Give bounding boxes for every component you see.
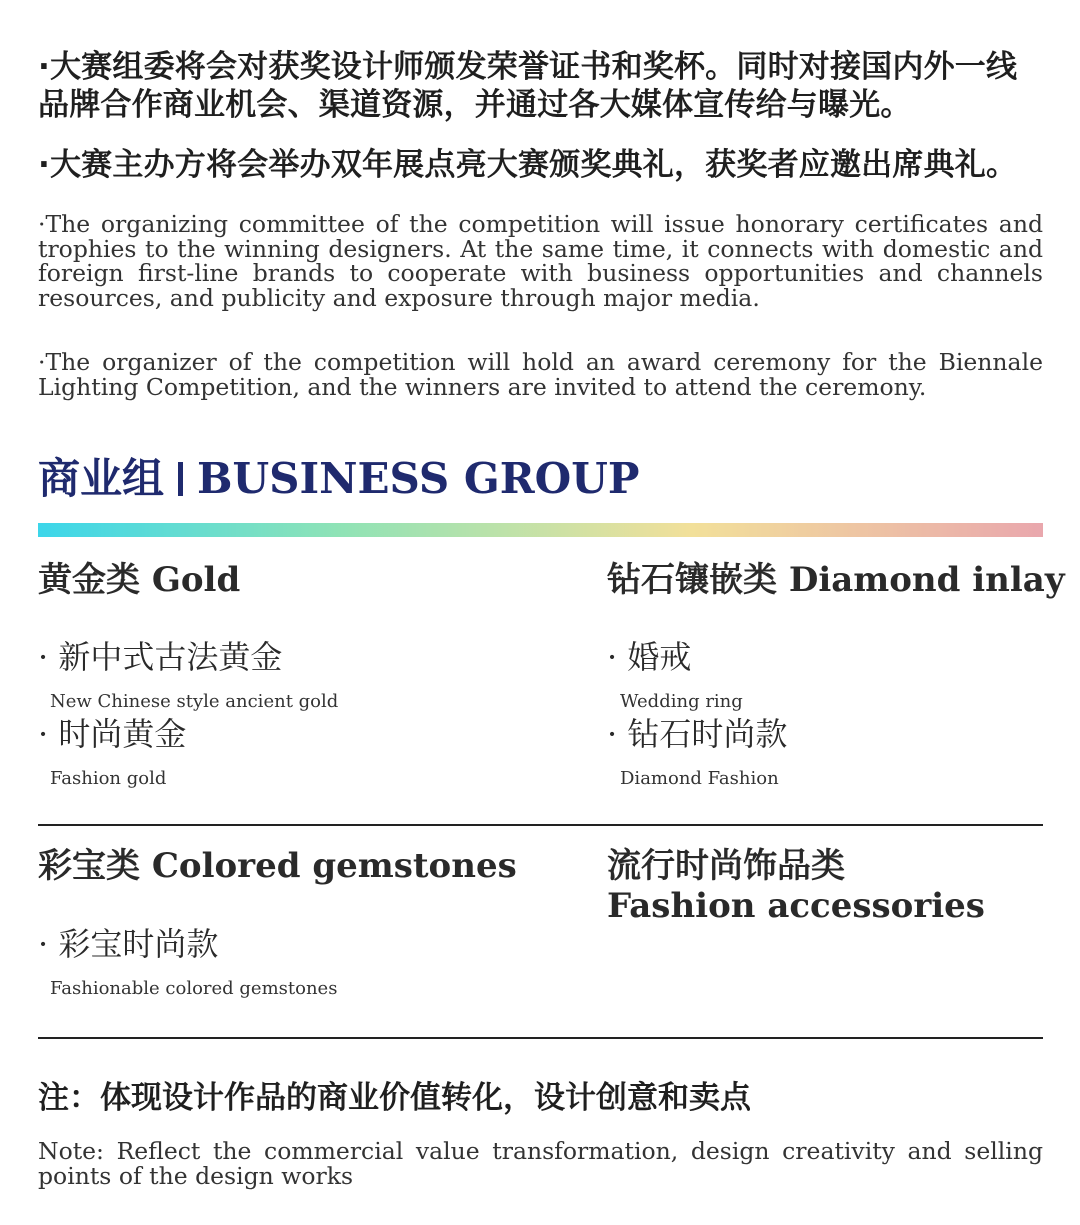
- item-en-gemstones: Fashionable colored gemstones: [50, 978, 338, 999]
- category-title-diamond: 钻石镶嵌类 Diamond inlay: [607, 560, 1065, 600]
- item-en-ancient-gold: New Chinese style ancient gold: [50, 691, 339, 712]
- item-cn-diamond-fashion: · 钻石时尚款: [607, 715, 788, 753]
- intro-cn-paragraph-1: ·大赛组委将会对获奖设计师颁发荣誉证书和奖杯。同时对接国内外一线品牌合作商业机会、渠道资源，并通过各大媒体宣传给与曝光。: [38, 49, 1018, 123]
- item-cn-wedding-ring: · 婚戒: [607, 638, 692, 676]
- section-title: [38, 455, 639, 503]
- note-en: Note: Reflect the commercial value transformation, design creativity and selling points of the design works: [38, 1137, 1043, 1190]
- intro-en-paragraph-2: ·The organizer of the competition will hold an award ceremony for the Biennale Lighting Competition, and the winners are invited to attend the ceremony.: [38, 348, 1043, 401]
- intro-en-paragraph-1: ·The organizing committee of the competition will issue honorary certificates and trophies to the winning designers. At the same time, it connects with domestic and foreign first-line brands to cooperate with business opportunities and channels resources, and publicity and exposure through major media.: [38, 210, 1043, 312]
- category-title-gold: 黄金类 Gold: [38, 560, 241, 600]
- category-title-gemstones: 彩宝类 Colored gemstones: [38, 846, 517, 886]
- category-title-accessories-en: Fashion accessories: [607, 886, 985, 926]
- item-en-fashion-gold: Fashion gold: [50, 768, 167, 789]
- item-en-diamond-fashion: Diamond Fashion: [620, 768, 779, 789]
- section-title-en: BUSINESS GROUP: [197, 454, 640, 503]
- category-title-accessories: [607, 846, 1047, 926]
- divider-line: [38, 824, 1043, 826]
- section-title-cn: 商业组: [38, 454, 165, 503]
- item-cn-ancient-gold: · 新中式古法黄金: [38, 638, 283, 676]
- category-title-accessories-cn: 流行时尚饰品类: [607, 846, 845, 886]
- note-cn: 注：体现设计作品的商业价值转化，设计创意和卖点: [38, 1080, 751, 1116]
- item-en-wedding-ring: Wedding ring: [620, 691, 743, 712]
- divider-line: [38, 1037, 1043, 1039]
- title-separator: [178, 462, 183, 496]
- item-cn-gemstones: · 彩宝时尚款: [38, 925, 219, 963]
- intro-cn-paragraph-2: ·大赛主办方将会举办双年展点亮大赛颁奖典礼，获奖者应邀出席典礼。: [38, 147, 1018, 183]
- gradient-divider: [38, 523, 1043, 537]
- item-cn-fashion-gold: · 时尚黄金: [38, 715, 187, 753]
